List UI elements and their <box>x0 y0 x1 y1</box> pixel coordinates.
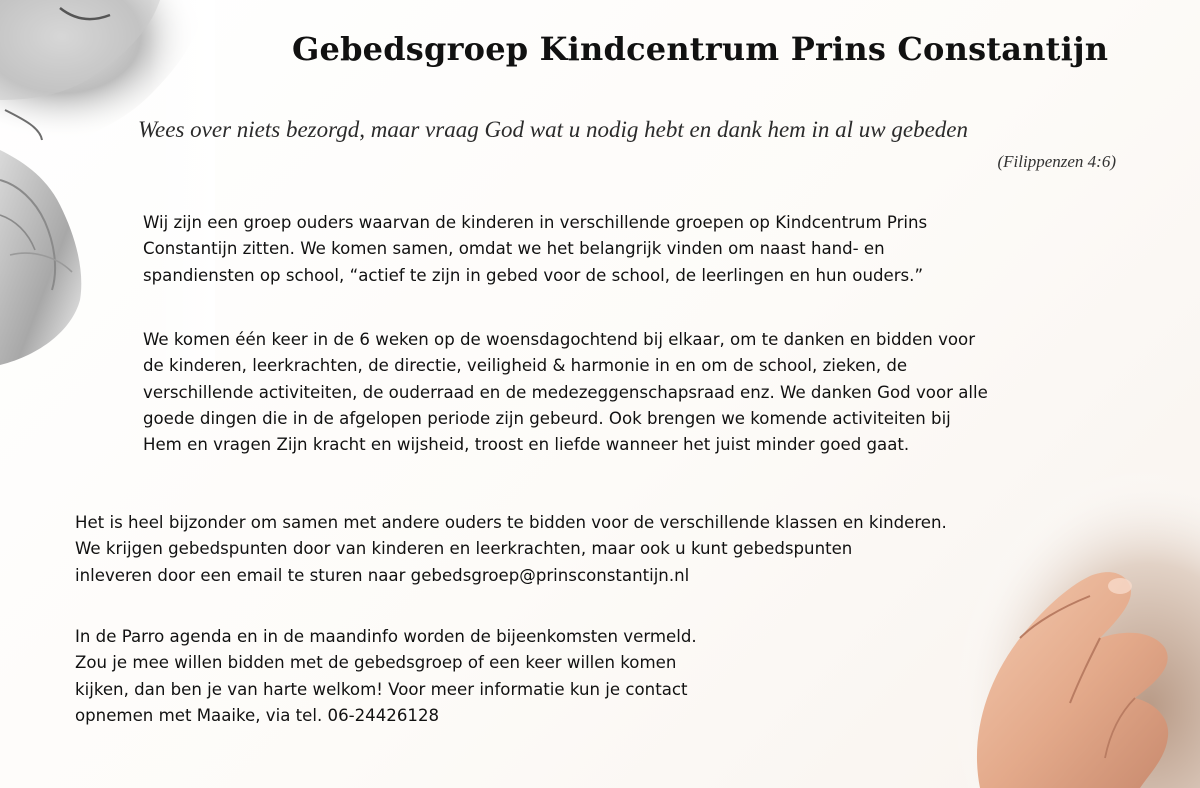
meeting-paragraph: We komen één keer in de 6 weken op de woensdagochtend bij elkaar, om te danken en bidden voor de kinderen, leerkrachten, de directie, veiligheid & harmonie in en om de school, zieken, de verschillende activiteiten, de ouderraad en de medezeggenschapsraad enz. We danken God voor alle goede dingen die in de afgelopen periode zijn gebeurd. Ook brengen we komende activiteiten bij Hem en vragen Zijn kracht en wijsheid, troost en liefde wanneer het juist minder goed gaat. <box>143 330 988 455</box>
page-title: Gebedsgroep Kindcentrum Prins Constantijn <box>292 30 1109 68</box>
praying-face-hands-photo <box>0 0 215 370</box>
intro-paragraph: Wij zijn een groep ouders waarvan de kinderen in verschillende groepen op Kindcentrum Prins Constantijn zitten. We komen samen, omdat we het belangrijk vinden om naast hand- en spandiensten op school, “actief te zijn in gebed voor de school, de leerlingen en hun ouders.” <box>143 213 928 285</box>
bible-quote: Wees over niets bezorgd, maar vraag God wat u nodig hebt en dank hem in al uw gebeden <box>138 117 969 142</box>
bible-quote-reference: (Filippenzen 4:6) <box>997 152 1116 171</box>
prayer-points-paragraph: Het is heel bijzonder om samen met andere ouders te bidden voor de verschillende klassen en kinderen. We krijgen gebedspunten door van kinderen en leerkrachten, maar ook u kunt gebedspunten inleveren door een email te sturen naar gebedsgroep@prinsconstantijn.nl <box>75 513 947 585</box>
contact-paragraph: In de Parro agenda en in de maandinfo worden de bijeenkomsten vermeld. Zou je mee willen bidden met de gebedsgroep of een keer willen komen kijken, dan ben je van harte welkom! Voor meer informatie kun je contact opnemen met Maaike, via tel. 06-24426128 <box>75 627 697 725</box>
